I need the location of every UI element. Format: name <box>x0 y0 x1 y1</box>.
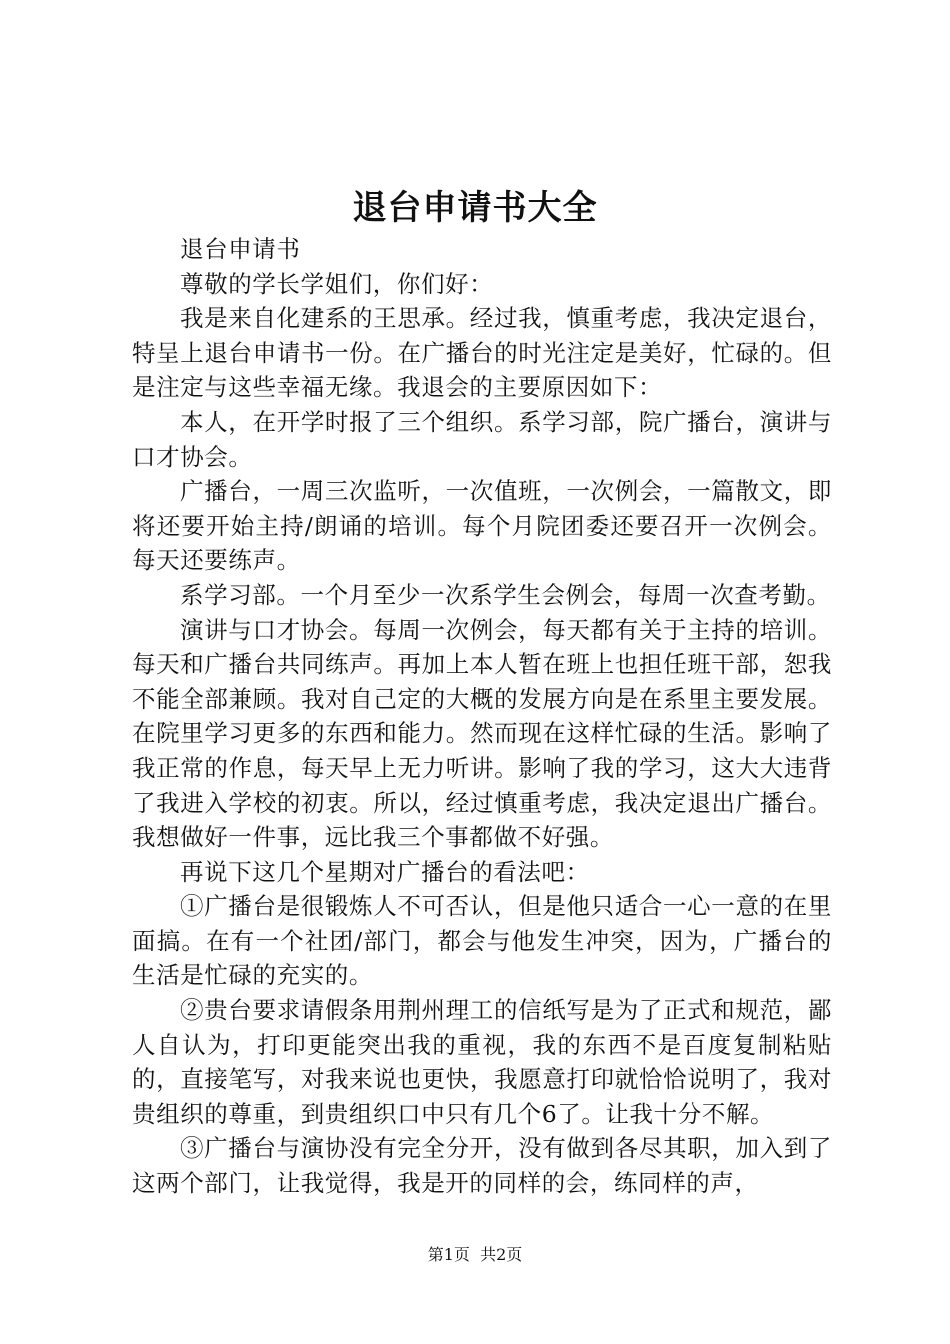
paragraph: ①广播台是很锻炼人不可否认，但是他只适合一心一意的在里面搞。在有一个社团/部门，都会与他发生冲突，因为，广播台的生活是忙碌的充实的。 <box>132 892 832 990</box>
document-body <box>132 232 832 1201</box>
paragraph: 本人，在开学时报了三个组织。系学习部，院广播台，演讲与口才协会。 <box>132 407 832 471</box>
page-number: 第1页 共2页 <box>427 1245 523 1264</box>
page-footer <box>0 1244 950 1266</box>
paragraph-heading: 退台申请书 <box>180 235 301 263</box>
paragraph: ③广播台与演协没有完全分开，没有做到各尽其职，加入到了这两个部门，让我觉得，我是开的同样的会，练同样的声， <box>132 1134 832 1198</box>
paragraph: 演讲与口才协会。每周一次例会，每天都有关于主持的培训。每天和广播台共同练声。再加上本人暂在班上也担任班干部，恕我不能全部兼顾。我对自己定的大概的发展方向是在系里主要发展。在院里学习更多的东西和能力。然而现在这样忙碌的生活。影响了我正常的作息，每天早上无力听讲。影响了我的学习，这大大违背了我进入学校的初衷。所以，经过慎重考虑，我决定退出广播台。我想做好一件事，远比我三个事都做不好强。 <box>132 615 832 852</box>
paragraph: 系学习部。一个月至少一次系学生会例会，每周一次查考勤。 <box>180 580 831 609</box>
paragraph-salutation: 尊敬的学长学姐们，你们好： <box>180 269 494 298</box>
paragraph: ②贵台要求请假条用荆州理工的信纸写是为了正式和规范，鄙人自认为，打印更能突出我的重视，我的东西不是百度复制粘贴的，直接笔写，对我来说也更快，我愿意打印就恰恰说明了，我对贵组织的尊重，到贵组织口中只有几个6了。让我十分不解。 <box>132 996 832 1128</box>
paragraph: 再说下这几个星期对广播台的看法吧： <box>180 857 590 886</box>
paragraph: 我是来自化建系的王思承。经过我，慎重考虑，我决定退台，特呈上退台申请书一份。在广播台的时光注定是美好，忙碌的。但是注定与这些幸福无缘。我退会的主要原因如下： <box>132 304 832 402</box>
document-title: 退台申请书大全 <box>352 188 598 228</box>
paragraph: 广播台，一周三次监听，一次值班，一次例会，一篇散文，即将还要开始主持/朗诵的培训。每个月院团委还要召开一次例会。每天还要练声。 <box>132 477 832 575</box>
